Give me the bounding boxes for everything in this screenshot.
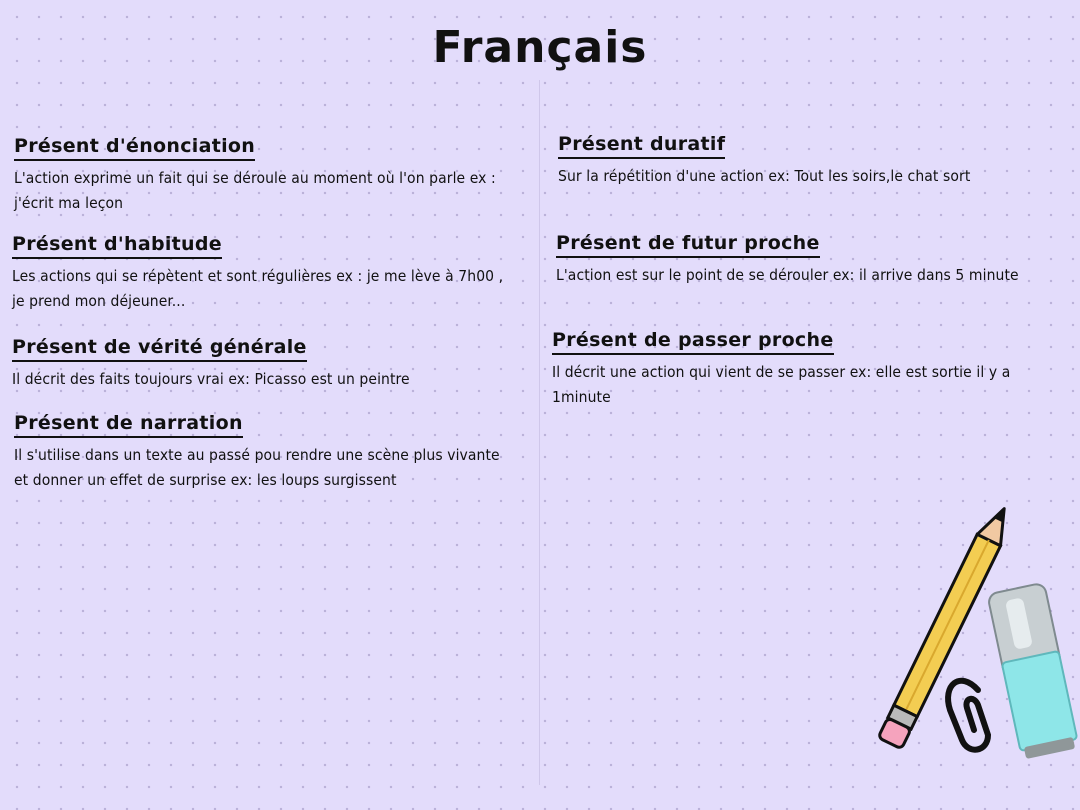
section-present-habitude — [12, 234, 512, 314]
section-heading: Présent duratif — [558, 134, 725, 159]
section-text: Il décrit une action qui vient de se passer ex: elle est sortie il y a 1minute — [552, 362, 1011, 406]
stationery-illustration — [850, 490, 1080, 790]
section-present-futur-proche — [556, 233, 1036, 288]
section-text: Il décrit des faits toujours vrai ex: Picasso est un peintre — [12, 369, 410, 388]
section-text: Les actions qui se répètent et sont régulières ex : je me lève à 7h00 , je prend mon déjeuner... — [12, 266, 504, 310]
section-heading: Présent d'énonciation — [14, 136, 255, 161]
section-present-passe-proche — [552, 330, 1022, 410]
section-present-duratif — [558, 134, 1038, 189]
section-heading: Présent de narration — [14, 413, 243, 438]
section-heading: Présent d'habitude — [12, 234, 222, 259]
page-title: Français — [432, 22, 648, 73]
section-text: L'action exprime un fait qui se déroule au moment où l'on parle ex : j'écrit ma leçon — [14, 168, 496, 212]
section-heading: Présent de passer proche — [552, 330, 834, 355]
highlighter-icon — [987, 582, 1079, 759]
section-text: Sur la répétition d'une action ex: Tout les soirs,le chat sort — [558, 166, 971, 185]
section-heading: Présent de futur proche — [556, 233, 820, 258]
section-text: L'action est sur le point de se dérouler ex: il arrive dans 5 minute — [556, 265, 1019, 284]
section-present-enonciation — [14, 136, 514, 216]
section-heading: Présent de vérité générale — [12, 337, 307, 362]
section-present-narration — [14, 413, 504, 493]
paperclip-icon — [948, 681, 988, 750]
section-text: Il s'utilise dans un texte au passé pou rendre une scène plus vivante et donner un effet de surprise ex: les loups surgissent — [14, 445, 500, 489]
page-divider — [539, 80, 540, 785]
section-present-verite-generale — [12, 337, 512, 392]
